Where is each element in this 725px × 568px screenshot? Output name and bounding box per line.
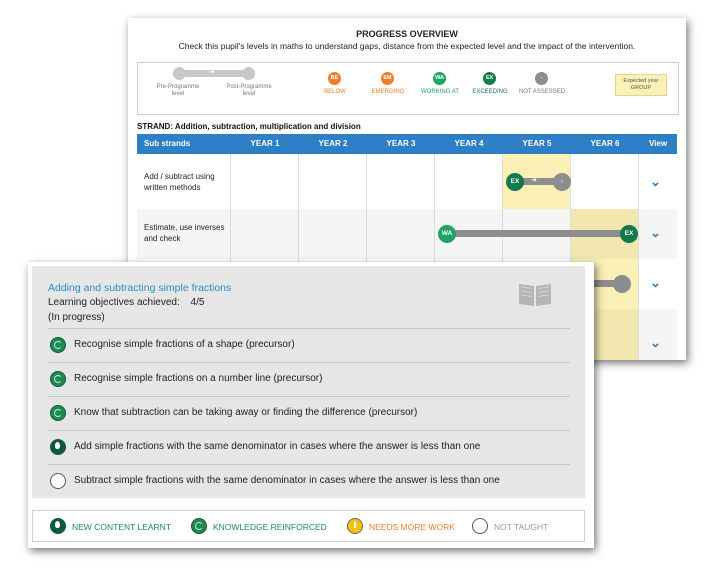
chevron-down-icon[interactable]: ⌄ [650,225,661,240]
knowledge-reinforced-icon [50,371,66,387]
not-assessed-dot: - [535,72,548,85]
chevron-down-icon[interactable]: ⌄ [650,335,661,350]
objectives-achieved-value: 4/5 [190,297,205,308]
needs-more-work-icon [347,518,363,534]
legend-post-dot [242,67,255,80]
post-level-badge: EX [620,225,638,243]
below-label: BELOW [324,89,346,95]
below-dot: BE [328,72,341,85]
progress-status: (In progress) [48,312,105,323]
emerging-dot: EM [381,72,394,85]
objectives-achieved [48,297,204,308]
key-new-label: NEW CONTENT LEARNT [72,522,172,532]
new-content-icon [50,439,66,455]
header-year-2: YEAR 2 [318,139,348,148]
working-at-label: WORKING AT [421,89,459,95]
overview-subtitle: Check this pupil's levels in maths to understand gaps, distance from the expected level and the impact of the intervention. [178,41,636,51]
header-year-3: YEAR 3 [386,139,416,148]
header-year-6: YEAR 6 [590,139,620,148]
header-sub-strands: Sub strands [144,139,191,148]
post-level-badge: - [553,173,571,191]
exceeding-label: EXCEEDING [472,89,508,95]
knowledge-reinforced-icon [191,518,207,534]
objective-text: Know that subtraction can be taking away or finding the difference (precursor) [74,407,418,418]
new-content-icon [50,518,66,534]
chevron-down-icon[interactable]: ⌄ [650,275,661,290]
expected-year-box: Expected year GROUP [615,74,667,96]
header-view: View [648,139,668,148]
working-at-dot: WA [433,72,446,85]
objective-text: Add simple fractions with the same denominator in cases where the answer is less than one [74,441,481,452]
objective-text: Subtract simple fractions with the same denominator in cases where the answer is less than one [74,475,500,486]
objective-row[interactable] [48,430,570,465]
book-icon [517,280,553,308]
objective-text: Recognise simple fractions of a shape (precursor) [74,339,295,350]
legend-post-label: Post-Programme level [226,84,272,97]
strand-title: STRAND: Addition, subtraction, multiplication and division [137,122,361,131]
not-taught-icon [50,473,66,489]
pre-level-badge: EX [506,173,524,191]
arrow-icon: ➔ [531,177,537,184]
status-key [32,510,585,542]
column-divider [638,154,639,360]
legend-pre-label: Pre-Programme level [156,84,200,97]
objective-row[interactable] [48,464,570,499]
chevron-down-icon[interactable]: ⌄ [650,174,661,189]
exceeding-dot: EX [483,72,496,85]
key-reinforced-label: KNOWLEDGE REINFORCED [213,522,327,532]
progress-bar [452,230,622,237]
pre-level-badge: WA [438,225,456,243]
header-year-1: YEAR 1 [250,139,280,148]
objectives-panel [32,266,585,498]
objective-row[interactable] [48,396,570,431]
overview-title: PROGRESS OVERVIEW [356,29,458,39]
key-needs-label: NEEDS MORE WORK [369,522,455,532]
levels-legend [137,62,679,115]
objective-row[interactable] [48,362,570,397]
objective-row[interactable] [48,328,570,363]
knowledge-reinforced-icon [50,337,66,353]
not-assessed-label: NOT ASSESSED [518,89,566,95]
row-label: Estimate, use inverses and check [144,223,225,243]
header-year-4: YEAR 4 [454,139,484,148]
objective-group-title: Adding and subtracting simple fractions [48,282,232,294]
post-level-badge [613,275,631,293]
learning-objectives-card [28,262,594,548]
key-not-taught-label: NOT TAUGHT [494,522,549,532]
arrow-icon: ➔ [209,69,215,76]
knowledge-reinforced-icon [50,405,66,421]
emerging-label: EMERGING [371,89,405,95]
objective-text: Recognise simple fractions on a number line (precursor) [74,373,323,384]
not-taught-icon [472,518,488,534]
row-label: Add / subtract using written methods [144,172,215,192]
objectives-achieved-label: Learning objectives achieved: [48,297,180,308]
legend-pre-dot [173,67,186,80]
header-year-5: YEAR 5 [522,139,552,148]
